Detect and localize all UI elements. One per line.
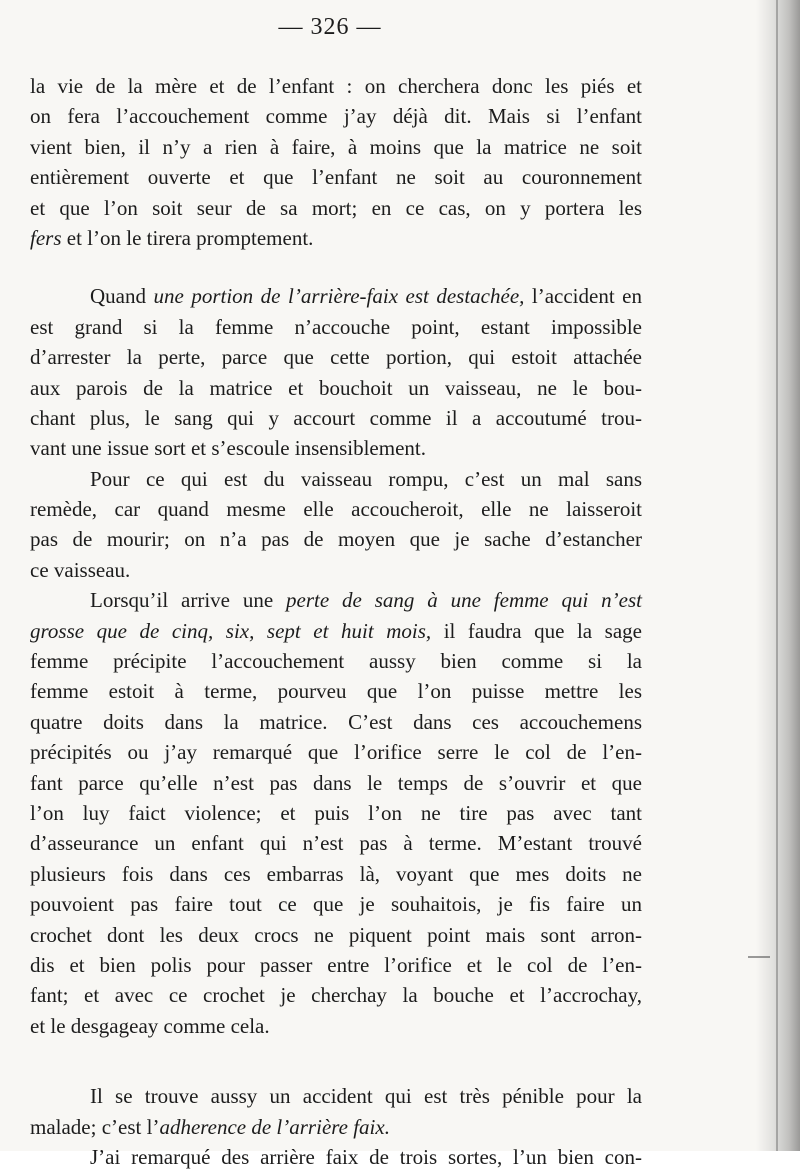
text-line: ce vaisseau. — [30, 557, 131, 582]
text-line: crochet dont les deux crocs ne piquent point mais sont arron- — [30, 922, 642, 947]
italic-term: fers — [30, 225, 62, 250]
text-line: pouvoient pas faire tout ce que je souhaitois, je fis faire un — [30, 892, 642, 917]
text-run: l’accident en — [524, 284, 642, 309]
text-run: Lorsqu’il arrive une — [90, 588, 287, 613]
text-line: J’ai remarqué des arrière faix de trois sortes, l’un bien con- — [90, 1144, 642, 1169]
text-line: est grand si la femme n’accouche point, estant impossible — [30, 314, 642, 339]
text-line: l’on luy faict violence; et puis l’on ne tire pas avec tant — [30, 800, 642, 825]
paragraph-2 — [30, 281, 642, 463]
text-line: et que l’on soit seur de sa mort; en ce cas, on y portera les — [30, 195, 642, 220]
text-run: il faudra que la sage — [431, 618, 642, 643]
italic-term: grosse que de cinq, six, sept et huit mois, — [30, 618, 432, 643]
text-line: quatre doits dans la matrice. C’est dans ces accouchemens — [30, 709, 642, 734]
italic-term: perte de sang à une femme qui n’est — [286, 588, 642, 613]
text-line: la vie de la mère et de l’enfant : on cherchera donc les piés et — [30, 74, 642, 98]
text-line: fant parce qu’elle n’est pas dans le temps de s’ouvrir et que — [30, 770, 642, 795]
text-line: plusieurs fois dans ces embarras là, voyant que mes doits ne — [30, 861, 642, 886]
text-line: pas de mourir; on n’a pas de moyen que je sache d’estancher — [30, 527, 642, 552]
text-line — [30, 616, 642, 646]
page-edge-line — [776, 0, 778, 1151]
text-line — [30, 1112, 642, 1142]
italic-term: une portion de l’arrière-faix est destachée, — [153, 284, 525, 309]
text-line: remède, car quand mesme elle accoucheroit, elle ne laisseroit — [30, 497, 642, 522]
paragraph-5 — [30, 1081, 642, 1142]
text-run: malade; c’est l’ — [30, 1114, 160, 1139]
page-body-text — [30, 71, 642, 1172]
text-line: aux parois de la matrice et bouchoit un vaisseau, ne le bou- — [30, 375, 642, 400]
text-run: et l’on le tirera promptement. — [61, 225, 314, 250]
text-line: fant; et avec ce crochet je cherchay la bouche et l’accrochay, — [30, 983, 642, 1008]
text-line: et le desgageay comme cela. — [30, 1013, 270, 1038]
paragraph-1 — [30, 71, 642, 253]
paragraph-3 — [30, 464, 642, 586]
paragraph-4 — [30, 585, 642, 1041]
text-line: femme précipite l’accouchement aussy bien comme si la — [30, 649, 642, 674]
text-line: dis et bien polis pour passer entre l’orifice et le col de l’en- — [30, 952, 642, 977]
text-line: Pour ce qui est du vaisseau rompu, c’est un mal sans — [90, 466, 642, 491]
page-edge-mark — [748, 956, 770, 958]
text-line — [30, 281, 642, 311]
text-line — [30, 223, 642, 253]
text-line: précipités ou j’ay remarqué que l’orifice serre le col de l’en- — [30, 740, 642, 765]
text-line: vient bien, il n’y a rien à faire, à moins que la matrice ne soit — [30, 134, 642, 159]
text-line: femme estoit à terme, pourveu que l’on puisse mettre les — [30, 679, 642, 704]
text-line: vant une issue sort et s’escoule insensiblement. — [30, 436, 426, 461]
text-line: entièrement ouverte et que l’enfant ne soit au couronnement — [30, 165, 642, 190]
text-run: Quand — [90, 284, 154, 309]
text-line: d’arrester la perte, parce que cette portion, qui estoit attachée — [30, 345, 642, 370]
text-line: Il se trouve aussy un accident qui est très pénible pour la — [90, 1084, 642, 1109]
page-number: — 326 — — [278, 14, 382, 40]
text-line — [30, 585, 642, 615]
text-line: chant plus, le sang qui y accourt comme il a accoutumé trou- — [30, 405, 642, 430]
text-line: d’asseurance un enfant qui n’est pas à terme. M’estant trouvé — [30, 831, 642, 856]
italic-term: adherence de l’arrière faix. — [159, 1114, 390, 1139]
paragraph-6 — [30, 1142, 642, 1172]
text-line: on fera l’accouchement comme j’ay déjà dit. Mais si l’enfant — [30, 104, 642, 129]
page-gutter-shadow — [756, 0, 800, 1151]
